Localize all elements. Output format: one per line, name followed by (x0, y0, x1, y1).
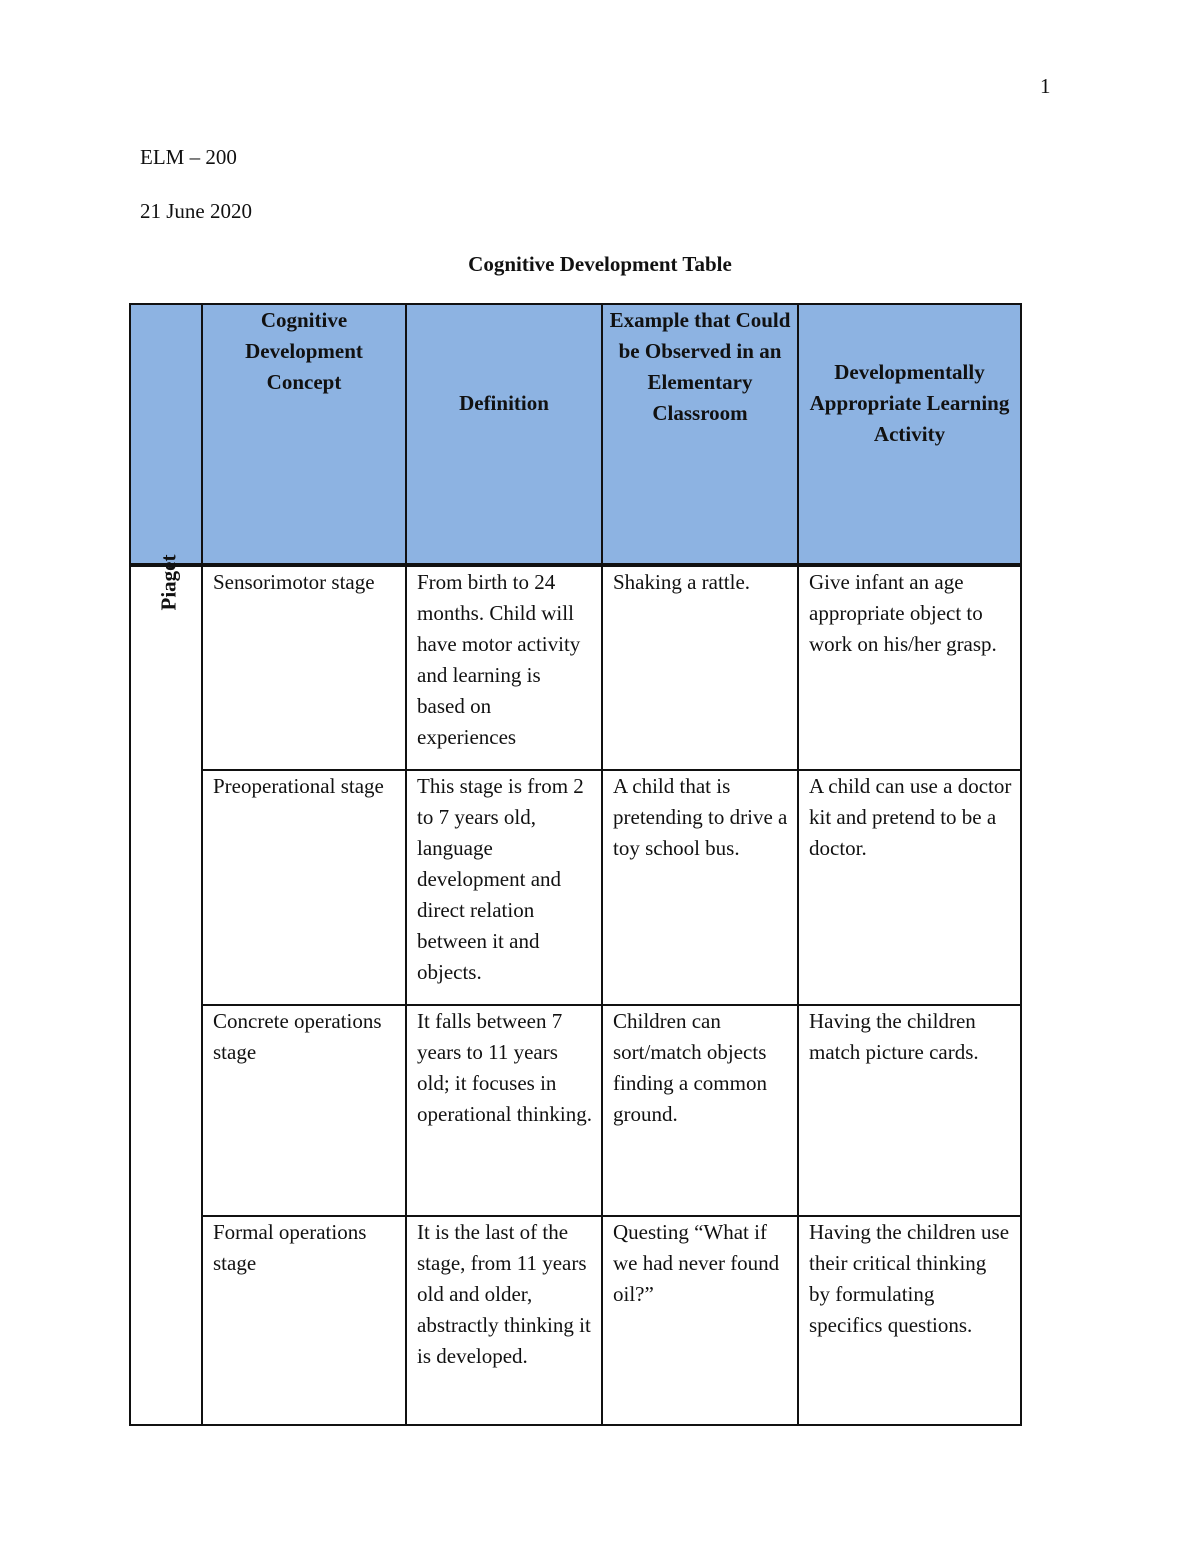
header-definition: Definition (406, 304, 602, 565)
page-number: 1 (1040, 74, 1051, 98)
definition-cell: From birth to 24 months. Child will have motor activity and learning is based on experiences (406, 565, 602, 770)
table-row (130, 565, 1021, 770)
header-activity: Developmentally Appropriate Learning Activity (798, 304, 1021, 565)
example-cell: Shaking a rattle. (602, 565, 798, 770)
header-example: Example that Could be Observed in an Elementary Classroom (602, 304, 798, 565)
concept-cell: Concrete operations stage (202, 1005, 406, 1216)
activity-cell: A child can use a doctor kit and pretend to be a doctor. (798, 770, 1021, 1005)
course-code: ELM – 200 (140, 145, 237, 169)
side-label-piaget: Piaget (156, 554, 181, 611)
table-row (130, 1216, 1021, 1425)
document-title: Cognitive Development Table (468, 252, 732, 276)
table-header-row (130, 304, 1021, 565)
activity-cell: Having the children match picture cards. (798, 1005, 1021, 1216)
definition-cell: It is the last of the stage, from 11 years old and older, abstractly thinking it is developed. (406, 1216, 602, 1425)
concept-cell: Preoperational stage (202, 770, 406, 1005)
table-row (130, 770, 1021, 1005)
header-blank (130, 304, 202, 565)
example-cell: A child that is pretending to drive a toy school bus. (602, 770, 798, 1005)
activity-cell: Having the children use their critical thinking by formulating specifics questions. (798, 1216, 1021, 1425)
example-cell: Children can sort/match objects finding a common ground. (602, 1005, 798, 1216)
definition-cell: This stage is from 2 to 7 years old, language development and direct relation between it and objects. (406, 770, 602, 1005)
concept-cell: Formal operations stage (202, 1216, 406, 1425)
table-row (130, 1005, 1021, 1216)
side-label-cell (130, 554, 202, 1425)
definition-cell: It falls between 7 years to 11 years old; it focuses in operational thinking. (406, 1005, 602, 1216)
activity-cell: Give infant an age appropriate object to work on his/her grasp. (798, 565, 1021, 770)
concept-cell: Sensorimotor stage (202, 565, 406, 770)
example-cell: Questing “What if we had never found oil?” (602, 1216, 798, 1425)
header-concept: Cognitive Development Concept (202, 304, 406, 565)
cognitive-development-table (129, 303, 1022, 1426)
document-date: 21 June 2020 (140, 199, 252, 223)
